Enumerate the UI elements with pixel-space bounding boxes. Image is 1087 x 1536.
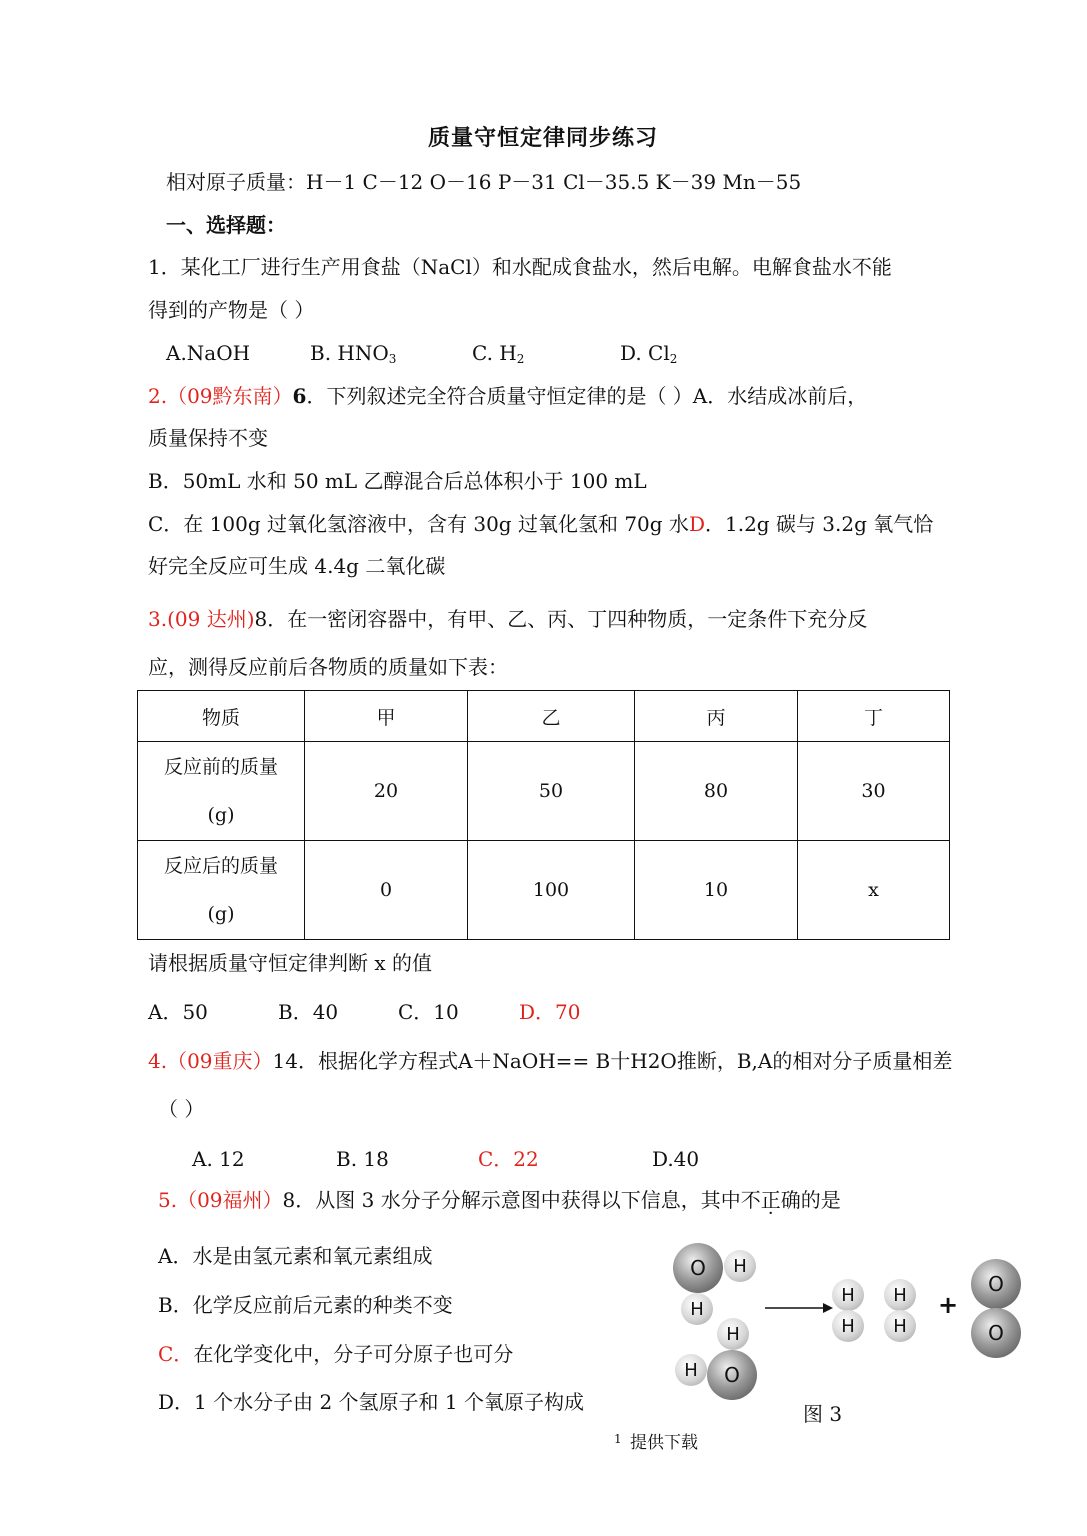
q4-line1: 4.（09重庆）14．根据化学方程式A＋NaOH== B十H2O推断，B,A的相对分子质量相差 <box>148 1049 953 1073</box>
q1-option-a: A.NaOH <box>166 341 251 365</box>
figure-caption: 图 3 <box>803 1402 843 1426</box>
table-header-row <box>138 691 950 742</box>
hydrogen-atom: H <box>884 1279 916 1311</box>
q3-line1: 3.(09 达州)8．在一密闭容器中，有甲、乙、丙、丁四种物质，一定条件下充分反 <box>148 607 868 631</box>
q3-option-d: D．70 <box>519 1000 581 1024</box>
q2-source: 2.（09黔东南） <box>148 384 293 408</box>
q1-option-d: D. $Cl_2$ <box>620 341 678 366</box>
table-cell: 50 <box>468 742 635 841</box>
q3-source: 3.(09 达州) <box>148 607 255 631</box>
q3-line2: 应，测得反应前后各物质的质量如下表： <box>148 655 508 679</box>
table-row-label: 反应前的质量 (g) <box>138 742 305 841</box>
oxygen-atom: O <box>971 1308 1021 1358</box>
hydrogen-atom: H <box>724 1250 756 1282</box>
q5-line1: 5.（09福州）8．从图 3 水分子分解示意图中获得以下信息，其中不正确的是 <box>158 1188 841 1212</box>
q1-option-b: B. $HNO_3$ <box>310 341 397 366</box>
hydrogen-atom: H <box>832 1310 864 1342</box>
q2-option-c-d: C．在 100g 过氧化氢溶液中，含有 30g 过氧化氢和 70g 水D．1.2g 碳与 3.2g 氧气恰 <box>148 512 934 536</box>
q1-line2: 得到的产物是（ ） <box>148 298 315 322</box>
q2-option-b: B．50mL 水和 50 mL 乙醇混合后总体积小于 100 mL <box>148 469 647 493</box>
q1-line1: 1．某化工厂进行生产用食盐（NaCl）和水配成食盐水，然后电解。电解食盐水不能 <box>148 255 892 279</box>
table-header-cell: 丙 <box>635 691 798 742</box>
q4-source: 4.（09重庆） <box>148 1049 273 1073</box>
table-header-cell: 物质 <box>138 691 305 742</box>
q4-option-d: D.40 <box>652 1147 700 1171</box>
table-row <box>138 742 950 841</box>
table-header-cell: 丁 <box>798 691 950 742</box>
page-title: 质量守恒定律同步练习 <box>428 126 659 151</box>
oxygen-atom: O <box>971 1259 1021 1309</box>
table-cell: 0 <box>305 841 468 940</box>
atomic-masses: 相对原子质量：H－1 C－12 O－16 P－31 Cl－35.5 K－39 Mn－55 <box>166 170 802 194</box>
q3-option-a: A．50 <box>148 1000 208 1024</box>
q2-option-d-line2: 好完全反应可生成 4.4g 二氧化碳 <box>148 554 446 578</box>
q3-prompt: 请根据质量守恒定律判断 x 的值 <box>148 951 432 975</box>
table-cell: 20 <box>305 742 468 841</box>
table-header-cell: 甲 <box>305 691 468 742</box>
q5-source: 5.（09福州） <box>158 1188 283 1212</box>
oxygen-atom: O <box>707 1350 757 1400</box>
q5-option-a: A．水是由氢元素和氧元素组成 <box>158 1244 433 1268</box>
q2-answer-letter: D <box>688 512 705 536</box>
table-row <box>138 841 950 940</box>
plus-sign: + <box>938 1291 959 1319</box>
q4-option-b: B. 18 <box>336 1147 389 1171</box>
hydrogen-atom: H <box>717 1318 749 1350</box>
q1-option-c: C. $H_2$ <box>472 341 525 366</box>
q5-option-c: C．在化学变化中，分子可分原子也可分 <box>158 1342 514 1366</box>
oxygen-atom: O <box>673 1243 723 1293</box>
hydrogen-atom: H <box>832 1279 864 1311</box>
q3-option-c: C．10 <box>398 1000 459 1024</box>
q3-option-b: B．40 <box>278 1000 339 1024</box>
page-number: 1 <box>614 1432 622 1446</box>
reaction-arrow-icon <box>765 1300 833 1316</box>
q2-line1: 2.（09黔东南）6．下列叙述完全符合质量守恒定律的是（ ）A．水结成冰前后， <box>148 384 868 408</box>
q4-option-a: A. 12 <box>192 1147 245 1171</box>
table-cell: 10 <box>635 841 798 940</box>
hydrogen-atom: H <box>675 1354 707 1386</box>
table-row-label: 反应后的质量 (g) <box>138 841 305 940</box>
table-cell: x <box>798 841 950 940</box>
footer-text: 提供下载 <box>630 1433 698 1453</box>
hydrogen-atom: H <box>884 1310 916 1342</box>
q5-emphasis: 不正确 <box>740 1188 801 1212</box>
q4-line2: （ ） <box>158 1097 205 1121</box>
q5-option-d: D．1 个水分子由 2 个氢原子和 1 个氧原子构成 <box>158 1390 584 1414</box>
q5-option-b: B．化学反应前后元素的种类不变 <box>158 1293 453 1317</box>
table-header-cell: 乙 <box>468 691 635 742</box>
q4-option-c: C．22 <box>478 1147 539 1171</box>
hydrogen-atom: H <box>681 1293 713 1325</box>
table-cell: 80 <box>635 742 798 841</box>
q2-line2: 质量保持不变 <box>148 426 268 450</box>
table-cell: 100 <box>468 841 635 940</box>
section-heading: 一、选择题： <box>166 213 286 237</box>
table-cell: 30 <box>798 742 950 841</box>
mass-table <box>137 690 950 940</box>
